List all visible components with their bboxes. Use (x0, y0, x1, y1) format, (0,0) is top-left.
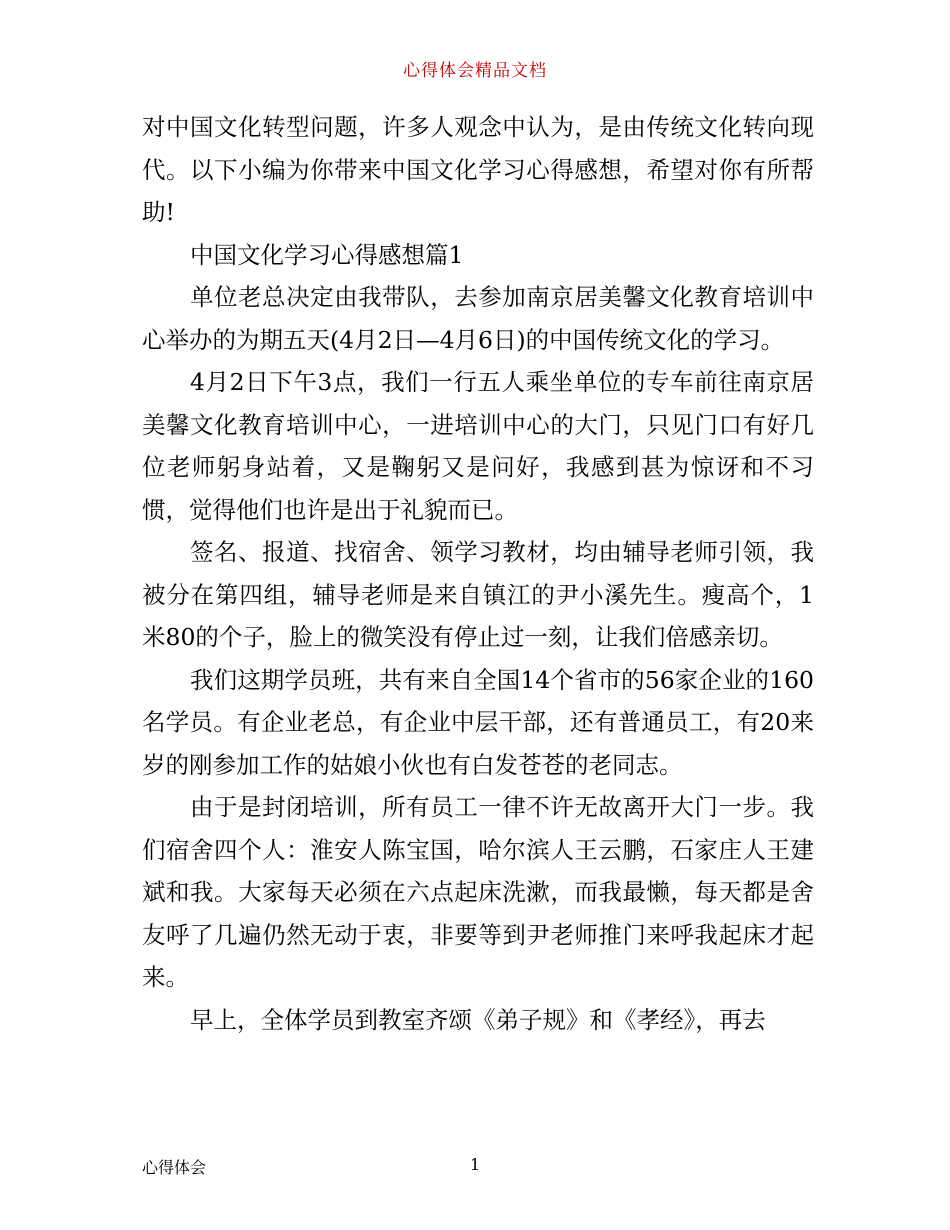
body-paragraph: 签名、报道、找宿舍、领学习教材，均由辅导老师引领，我被分在第四组，辅导老师是来自镇江的尹小溪先生。瘦高个，1米80的个子，脸上的微笑没有停止过一刻，让我们倍感亲切。 (142, 538, 814, 651)
body-paragraph: 由于是封闭培训，所有员工一律不许无故离开大门一步。我们宿舍四个人：淮安人陈宝国，哈尔滨人王云鹏，石家庄人王建斌和我。大家每天必须在六点起床洗漱，而我最懒，每天都是舍友呼了几遍仍然无动于衷，非要等到尹老师推门来呼我起床才起来。 (142, 793, 814, 991)
body-paragraph: 单位老总决定由我带队，去参加南京居美馨文化教育培训中心举办的为期五天(4月2日—4月6日)的中国传统文化的学习。 (142, 283, 814, 354)
body-paragraph: 4月2日下午3点，我们一行五人乘坐单位的专车前往南京居美馨文化教育培训中心，一进培训中心的大门，只见门口有好几位老师躬身站着，又是鞠躬又是问好，我感到甚为惊讶和不习惯，觉得他们也许是出于礼貌而已。 (142, 368, 814, 524)
body-paragraph: 我们这期学员班，共有来自全国14个省市的56家企业的160名学员。有企业老总，有企业中层干部，还有普通员工，有20来岁的刚参加工作的姑娘小伙也有白发苍苍的老同志。 (142, 665, 814, 779)
body-paragraph: 早上，全体学员到教室齐颂《弟子规》和《孝经》，再去 (190, 1005, 766, 1034)
footer-label: 心得体会 (142, 1158, 207, 1177)
document-header: 心得体会精品文档 (403, 61, 547, 81)
page-number: 1 (470, 1155, 481, 1174)
document-body (142, 106, 814, 1041)
intro-paragraph: 对中国文化转型问题，许多人观念中认为，是由传统文化转向现代。以下小编为你带来中国文化学习心得感想，希望对你有所帮助! (142, 113, 814, 226)
section-heading: 中国文化学习心得感想篇1 (190, 240, 464, 269)
